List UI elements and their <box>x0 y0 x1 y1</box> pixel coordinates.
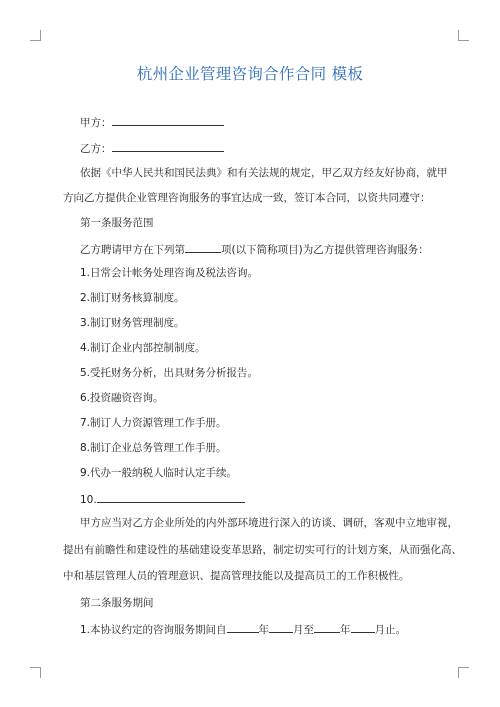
start-month-blank[interactable] <box>269 621 293 633</box>
service-item: 8.制订企业总务管理工作手册。 <box>80 442 227 454</box>
item-10-blank[interactable] <box>97 491 245 503</box>
crop-mark-top-left <box>30 30 41 41</box>
service-item: 7.制订人力资源管理工作手册。 <box>80 417 227 429</box>
service-item: 9.代办一般纳税人临时认定手续。 <box>80 467 238 479</box>
service-item: 2.制订财务核算制度。 <box>80 292 185 304</box>
party-b-blank[interactable] <box>112 140 224 152</box>
term-end-label: 月止。 <box>374 624 407 636</box>
party-a-blank[interactable] <box>112 114 224 126</box>
service-item: 1.日常会计帐务处理咨询及税法咨询。 <box>80 267 259 279</box>
term-month-to-label: 月至 <box>293 624 315 636</box>
crop-mark-top-right <box>458 30 469 41</box>
preamble-line-1: 依据《中华人民共和国民法典》和有关法规的规定，甲乙双方经友好协商，就甲 <box>80 167 448 179</box>
term-prefix: 1.本协议约定的咨询服务期间自 <box>80 624 227 636</box>
duty-line-1: 甲方应当对乙方企业所处的内外部环境进行深入的访谈、调研，客观中立地审视， <box>80 517 458 529</box>
crop-mark-bottom-left <box>30 667 41 678</box>
service-item-10 <box>80 491 245 507</box>
party-a-line <box>80 114 224 130</box>
term-end-year-label: 年 <box>340 624 351 636</box>
end-year-blank[interactable] <box>314 621 340 633</box>
end-month-blank[interactable] <box>351 621 375 633</box>
article1-intro <box>80 241 429 257</box>
crop-mark-bottom-right <box>458 667 469 678</box>
item-10-prefix: 10. <box>80 494 97 506</box>
party-a-label: 甲方： <box>80 117 112 129</box>
service-item: 6.投资融资咨询。 <box>80 392 164 404</box>
duty-line-3: 中和基层管理人员的管理意识、提高管理技能以及提高员工的工作积极性。 <box>63 570 410 582</box>
article1-intro-before: 乙方聘请甲方在下列第 <box>80 244 185 256</box>
service-item: 5.受托财务分析，出具财务分析报告。 <box>80 367 259 379</box>
start-year-blank[interactable] <box>227 621 259 633</box>
article1-intro-after: 项(以下简称项目)为乙方提供管理咨询服务： <box>221 244 429 256</box>
service-item: 4.制订企业内部控制制度。 <box>80 342 206 354</box>
term-year-label: 年 <box>258 624 270 636</box>
party-b-label: 乙方： <box>80 143 112 155</box>
service-item: 3.制订财务管理制度。 <box>80 317 185 329</box>
document-title: 杭州企业管理咨询合作合同 模板 <box>136 65 364 83</box>
duty-line-2: 提出有前瞻性和建设性的基础建设变革思路，制定切实可行的计划方案，从而强化高、 <box>63 544 462 556</box>
article2-heading: 第二条服务期间 <box>80 597 154 609</box>
item-number-blank[interactable] <box>185 241 221 253</box>
term-line <box>80 621 406 637</box>
article1-heading: 第一条服务范围 <box>80 217 154 229</box>
party-b-line <box>80 140 224 156</box>
preamble-line-2: 方向乙方提供企业管理咨询服务的事宜达成一致，签订本合同，以资共同遵守： <box>63 192 431 204</box>
